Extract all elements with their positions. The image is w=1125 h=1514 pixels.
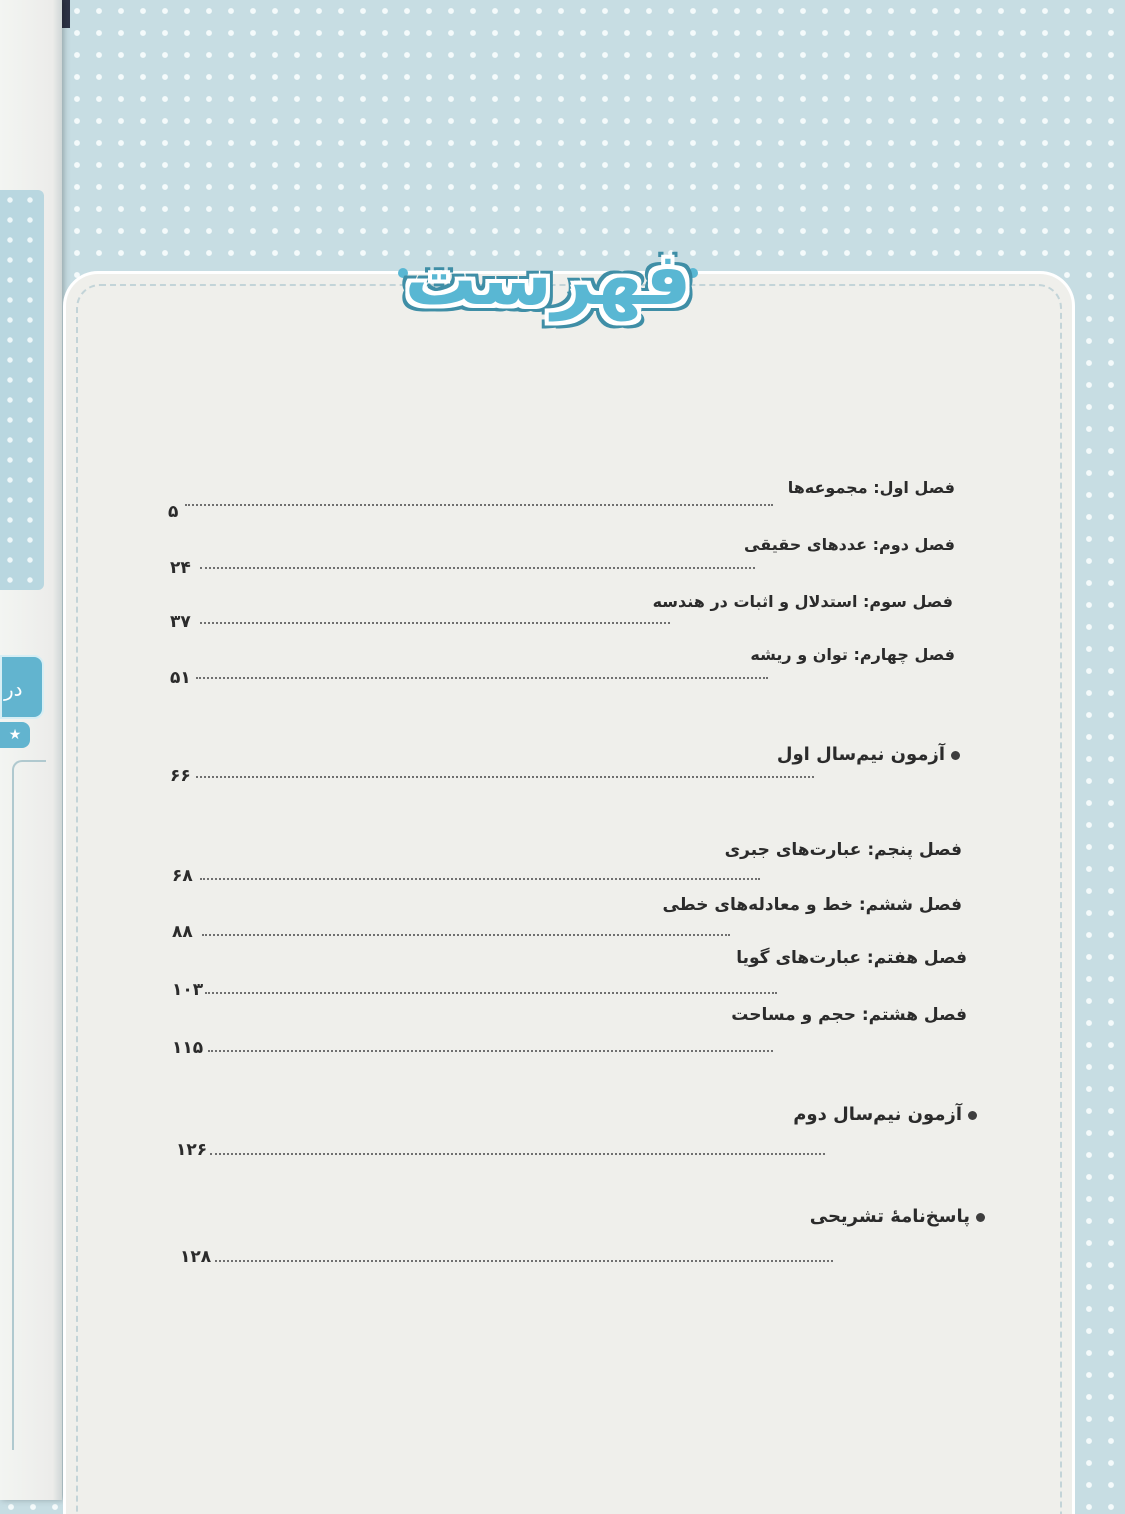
toc-entry-label bbox=[736, 948, 967, 968]
toc-entry-text: فصل اول: مجموعه‌ها bbox=[787, 478, 955, 497]
bullet-icon bbox=[968, 1111, 977, 1120]
dotted-leader bbox=[210, 1153, 825, 1155]
toc-entry-text: فصل هفتم: عبارت‌های گویا bbox=[736, 948, 967, 968]
dotted-leader bbox=[200, 567, 755, 569]
toc-entry-label bbox=[744, 535, 955, 554]
toc-page-number: ۱۱۵ bbox=[172, 1038, 204, 1058]
title-badge bbox=[398, 220, 698, 338]
toc-page-number: ۱۰۳ bbox=[172, 980, 204, 1000]
toc-entry-label bbox=[777, 744, 960, 765]
toc-page-number: ۸۸ bbox=[172, 922, 193, 942]
toc-entry-text: فصل سوم: استدلال و اثبات در هندسه bbox=[652, 592, 953, 611]
toc-entry-text: فصل دوم: عددهای حقیقی bbox=[744, 535, 955, 554]
toc-entry-text: فصل ششم: خط و معادله‌های خطی bbox=[662, 895, 962, 915]
toc-page-number: ۶۸ bbox=[172, 866, 193, 886]
page-title: فهرست bbox=[404, 237, 692, 321]
toc-page-number: ۱۲۸ bbox=[180, 1247, 212, 1267]
dotted-leader bbox=[200, 878, 760, 880]
dotted-leader bbox=[202, 934, 730, 936]
toc-entry-label bbox=[725, 840, 962, 860]
toc-entry-text: فصل چهارم: توان و ریشه bbox=[750, 645, 955, 664]
toc-entry-text: آزمون نیم‌سال دوم bbox=[793, 1104, 962, 1125]
toc-entry-label bbox=[750, 645, 955, 664]
toc-entry-text: پاسخ‌نامهٔ تشریحی bbox=[809, 1206, 970, 1227]
toc-page-number: ۵۱ bbox=[170, 668, 191, 688]
toc-page-number: ۳۷ bbox=[170, 612, 191, 632]
bullet-icon bbox=[976, 1213, 985, 1222]
dotted-leader bbox=[196, 776, 814, 778]
toc-entry-label bbox=[662, 895, 962, 915]
dotted-leader bbox=[208, 1050, 773, 1052]
toc-entry-label bbox=[788, 478, 955, 497]
star-icon: ★ bbox=[0, 722, 30, 748]
toc-page-number: ۵ bbox=[168, 502, 179, 522]
edge-tab-text: در bbox=[4, 677, 23, 701]
toc-entry-label bbox=[810, 1206, 985, 1227]
dotted-leader bbox=[205, 992, 777, 994]
bullet-icon bbox=[951, 751, 960, 760]
toc-page-number: ۶۶ bbox=[170, 766, 191, 786]
dotted-leader bbox=[196, 677, 768, 679]
toc-page-number: ۱۲۶ bbox=[176, 1140, 208, 1160]
toc-entry-text: فصل پنجم: عبارت‌های جبری bbox=[724, 840, 962, 860]
toc-entry-label bbox=[731, 1005, 967, 1025]
toc-entry-text: آزمون نیم‌سال اول bbox=[776, 744, 945, 765]
toc-entry-label bbox=[653, 592, 953, 611]
dotted-leader bbox=[185, 504, 773, 506]
toc-entry-text: فصل هشتم: حجم و مساحت bbox=[731, 1005, 967, 1025]
dotted-leader bbox=[200, 622, 670, 624]
dotted-leader bbox=[215, 1260, 833, 1262]
toc-entry-label bbox=[793, 1104, 977, 1125]
toc-page-number: ۲۴ bbox=[170, 558, 191, 578]
